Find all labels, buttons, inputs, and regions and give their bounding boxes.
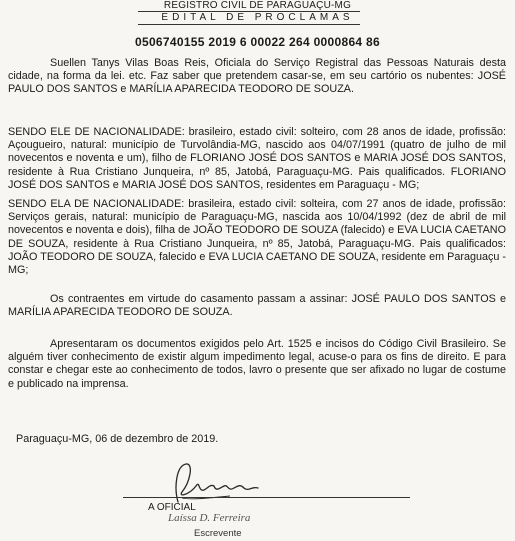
proclamation-number: 0506740155 2019 6 00022 264 0000864 86 xyxy=(135,35,380,49)
registry-title: REGISTRO CIVIL DE PARAGUAÇU-MG xyxy=(163,0,352,11)
groom-paragraph: SENDO ELE DE NACIONALIDADE: brasileiro, estado civil: solteiro, com 28 anos de idade, profissão: Açougueiro, natural: município de Turvolândia-MG, nascido aos 04/07/1991 (quatro de julho de mil novecentos e noventa e um), filho de FLORIANO JOSÉ DOS SANTOS e MARIA JOSÉ DOS SANTOS, residente à Rua Cristiano Junqueira, nº 85, Jatobá, Paraguaçu-MG. Pais qualificados. FLORIANO JOSÉ DOS SANTOS e MARIA JOSÉ DOS SANTOS, residentes em Paraguaçu - MG; xyxy=(8,126,506,191)
header-rule-bottom xyxy=(138,24,360,25)
officer-label: A OFICIAL xyxy=(148,502,196,513)
closing-paragraph: Apresentaram os documentos exigidos pelo Art. 1525 e incisos do Código Civil Brasileiro. Se alguém tiver conhecimento de existir algum impedimento legal, acuse-o para os fins de direito. E para constar e chegar este ao conhecimento de todos, lavro o presente que ser afixado no lugar de costume e publicado na imprensa. xyxy=(8,338,506,390)
bride-paragraph: SENDO ELA DE NACIONALIDADE: brasileira, estado civil: solteira, com 27 anos de idade, profissão: Serviços gerais, natural: município de Paraguaçu-MG, nascida aos 10/04/1992 (dez de abril de mil novecentos e noventa e dois), filha de JOÃO TEODORO DE SOUZA (falecido) e EVA LUCIA CAETANO DE SOUZA, residente à Rua Cristiano Junqueira, nº 85, Jatobá, Paraguaçu-MG. Pais qualificados: JOÃO TEODORO DE SOUZA, falecido e EVA LUCIA CAETANO DE SOUZA, residente em Paraguaçu - MG; xyxy=(8,198,506,277)
intro-paragraph: Suellen Tanys Vilas Boas Reis, Oficiala do Serviço Registral das Pessoas Naturais desta cidade, na forma da lei. etc. Faz saber que pretendem casar-se, em seu cartório os nubentes: JOSÉ PAULO DOS SANTOS e MARÍLIA APARECIDA TEODORO DE SOUZA. xyxy=(8,57,506,96)
handwritten-signature xyxy=(160,458,270,508)
document-date: Paraguaçu-MG, 06 de dezembro de 2019. xyxy=(16,433,219,445)
signer-role: Escrevente xyxy=(194,528,242,539)
edital-title: EDITAL DE PROCLAMAS xyxy=(161,12,354,23)
signature-line xyxy=(123,497,410,498)
signer-name-stamp: Laíssa D. Ferreira xyxy=(168,512,251,524)
signing-paragraph: Os contraentes em virtude do casamento passam a assinar: JOSÉ PAULO DOS SANTOS e MARÍLIA APARECIDA TEODORO DE SOUZA. xyxy=(8,293,506,319)
